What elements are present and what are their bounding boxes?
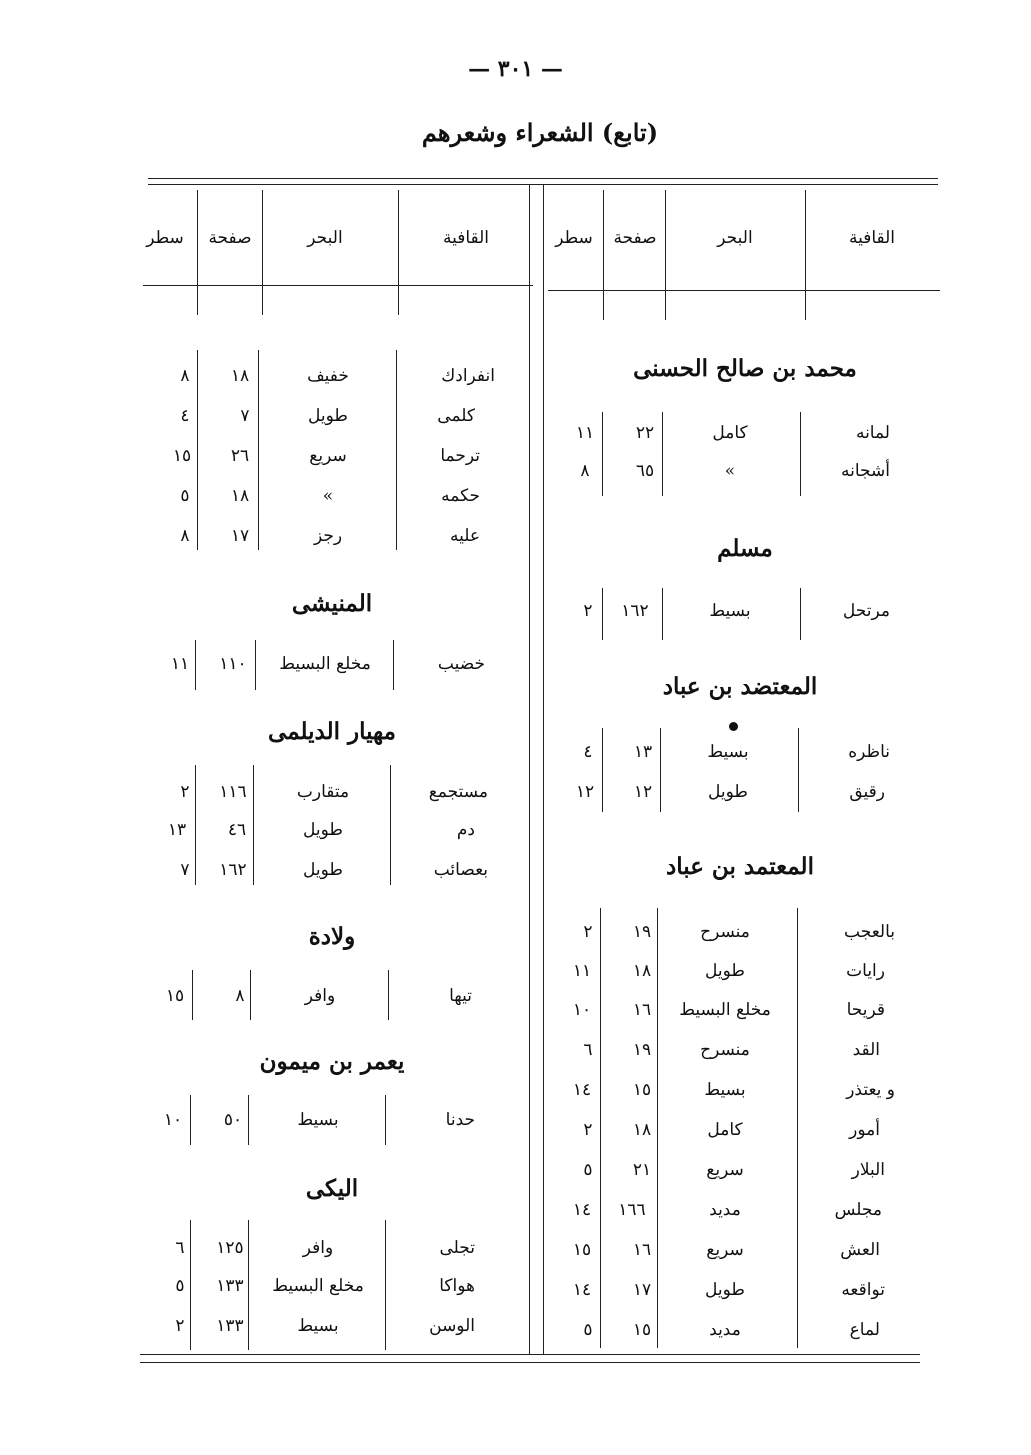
page-cell: ١٣٣ [216,1316,244,1336]
qafia-cell: تجلى [439,1238,475,1258]
line-cell: ٥ [583,1160,593,1180]
bahr-cell: طويل [708,782,748,802]
bahr-cell: رجز [313,526,343,546]
poet-name: محمد بن صالح الحسنى [633,355,857,382]
bahr-cell: طويل [705,961,745,981]
header-qafia: القافية [442,228,490,248]
bahr-cell: طويل [303,820,343,840]
qafia-cell: حدنا [445,1110,475,1130]
page-cell: ٧ [240,406,250,426]
poet-name: اليكى [305,1175,359,1202]
line-cell: ١٥ [572,1240,592,1260]
hdr-vline [197,190,198,315]
bahr-cell: بسيط [707,742,749,762]
page-cell: ١٨ [632,961,652,981]
poet-name: مهيار الديلمى [268,718,396,745]
page-cell: ٨ [235,986,245,1006]
line-cell: ٨ [580,461,590,481]
bahr-cell: بسيط [709,601,751,621]
bahr-cell: متقارب [296,782,350,802]
line-cell: ١٥ [165,986,185,1006]
bahr-cell: سريع [706,1240,744,1260]
line-cell: ١١ [572,961,592,981]
bahr-cell: منسرح [700,922,750,942]
row-vline [662,588,663,640]
page-cell: ١٦ [632,1000,652,1020]
page-cell: ١٥ [632,1320,652,1340]
line-cell: ٢ [583,601,593,621]
poet-name: مسلم [717,535,773,562]
header-satr: سطر [146,228,184,248]
line-cell: ١٥ [172,446,192,466]
page-cell: ١١٠ [219,654,247,674]
header-rule-right [548,290,940,291]
page-cell: ٢١ [632,1160,652,1180]
qafia-cell: العش [840,1240,880,1260]
header-safha: صفحة [613,228,657,248]
qafia-cell: ناظره [848,742,890,762]
poet-name: المنيشى [291,590,373,617]
center-divider [529,184,530,1354]
bahr-cell: سريع [706,1160,744,1180]
line-cell: ٨ [180,526,190,546]
page-cell: ١٦ [632,1240,652,1260]
qafia-cell: تيها [449,986,472,1006]
line-cell: ١٠ [163,1110,183,1130]
line-cell: ١١ [170,654,190,674]
bahr-cell: بسيط [297,1316,339,1336]
header-bahr: البحر [307,228,343,248]
header-qafia: القافية [848,228,896,248]
line-cell: ١٢ [575,782,595,802]
qafia-cell: رقيق [849,782,885,802]
page-cell: ١٦٢ [621,601,649,621]
line-cell: ٢ [175,1316,185,1336]
qafia-cell: ترحما [440,446,480,466]
header-safha: صفحة [208,228,252,248]
qafia-cell: أمور [849,1120,880,1140]
qafia-cell: هواكا [439,1276,475,1296]
ornament-dot [729,722,738,731]
qafia-cell: مستجمع [428,782,488,802]
bahr-cell: بسيط [297,1110,339,1130]
line-cell: ٥ [175,1276,185,1296]
line-cell: ١٤ [572,1080,592,1100]
page-cell: ١٢٥ [216,1238,244,1258]
line-cell: ٨ [180,366,190,386]
bahr-cell: خفيف [307,366,349,386]
bahr-cell: مديد [709,1200,741,1220]
bahr-cell: كامل [712,423,748,443]
page-cell: ٢٢ [635,423,655,443]
line-cell: ١٠ [572,1000,592,1020]
bahr-cell: منسرح [700,1040,750,1060]
line-cell: ٢ [583,922,593,942]
bottom-rule [140,1354,920,1355]
qafia-cell: لمانه [855,423,890,443]
bahr-cell: » [322,486,334,506]
qafia-cell: قريحا [846,1000,885,1020]
bahr-cell: مخلع البسيط [272,1276,364,1296]
line-cell: ٤ [180,406,190,426]
page-cell: ١١٦ [219,782,247,802]
center-divider-2 [543,184,544,1354]
line-cell: ٢ [583,1120,593,1140]
qafia-cell: مرتحل [842,601,890,621]
page-cell: ١٧ [230,526,250,546]
qafia-cell: عليه [449,526,480,546]
qafia-cell: البلار [851,1160,885,1180]
bottom-rule-2 [140,1362,920,1363]
page-number: — ٣٠١ — [468,56,563,82]
hdr-vline [603,190,604,320]
line-cell: ١٣ [167,820,187,840]
page-cell: ١٩ [632,922,652,942]
poet-name: المعتمد بن عباد [666,853,814,880]
page-cell: ١٢ [633,782,653,802]
page-cell: ١٩ [632,1040,652,1060]
qafia-cell: دم [456,820,475,840]
bahr-cell: طويل [705,1280,745,1300]
bahr-cell: مخلع البسيط [679,1000,771,1020]
line-cell: ٤ [583,742,593,762]
qafia-cell: انفرادك [441,366,495,386]
bahr-cell: كامل [707,1120,743,1140]
page-cell: ٤٦ [227,820,247,840]
bahr-cell: وافر [304,986,336,1006]
line-cell: ٥ [180,486,190,506]
line-cell: ٦ [583,1040,593,1060]
bahr-cell: مخلع البسيط [279,654,371,674]
hdr-vline [398,190,399,315]
page-cell: ١٣ [633,742,653,762]
qafia-cell: بالعجب [844,922,895,942]
bahr-cell: وافر [302,1238,334,1258]
line-cell: ٢ [180,782,190,802]
line-cell: ١٤ [572,1280,592,1300]
page-cell: ٦٥ [635,461,655,481]
line-cell: ٥ [583,1320,593,1340]
qafia-cell: خضيب [437,654,485,674]
qafia-cell: بعصائب [433,860,488,880]
bahr-cell: طويل [303,860,343,880]
header-rule-left [143,285,533,286]
page-cell: ١٨ [230,366,250,386]
top-rule [148,178,938,179]
page-cell: ٥٠ [223,1110,243,1130]
page-cell: ١٣٣ [216,1276,244,1296]
line-cell: ١١ [575,423,595,443]
poet-name: يعمر بن ميمون [259,1048,405,1075]
line-cell: ٧ [180,860,190,880]
qafia-cell: حكمه [441,486,480,506]
page-cell: ٢٦ [230,446,250,466]
poet-name: المعتضد بن عباد [662,673,818,700]
page-cell: ١٨ [230,486,250,506]
poet-name: ولادة [308,923,356,950]
header-bahr: البحر [717,228,753,248]
bahr-cell: مديد [709,1320,741,1340]
bahr-cell: بسيط [704,1080,746,1100]
qafia-cell: تواقعه [841,1280,885,1300]
hdr-vline [805,190,806,320]
hdr-vline [262,190,263,315]
page-cell: ١٥ [632,1080,652,1100]
header-satr: سطر [555,228,593,248]
hdr-vline [665,190,666,320]
page-cell: ١٦٢ [219,860,247,880]
bahr-cell: طويل [308,406,348,426]
line-cell: ٦ [175,1238,185,1258]
bahr-cell: سريع [309,446,347,466]
qafia-cell: و يعتذر [846,1080,895,1100]
qafia-cell: مجلس [834,1200,882,1220]
qafia-cell: أشجانه [841,461,890,481]
page-cell: ١٨ [632,1120,652,1140]
line-cell: ١٤ [572,1200,592,1220]
page-cell: ١٦٦ [618,1200,646,1220]
qafia-cell: الوسن [429,1316,475,1336]
qafia-cell: القد [852,1040,880,1060]
page-title: (تابع) الشعراء وشعرهم [421,118,659,147]
qafia-cell: كلمى [437,406,475,426]
bahr-cell: » [724,461,736,481]
qafia-cell: لماع [849,1320,880,1340]
qafia-cell: رايات [846,961,885,981]
page-cell: ١٧ [632,1280,652,1300]
